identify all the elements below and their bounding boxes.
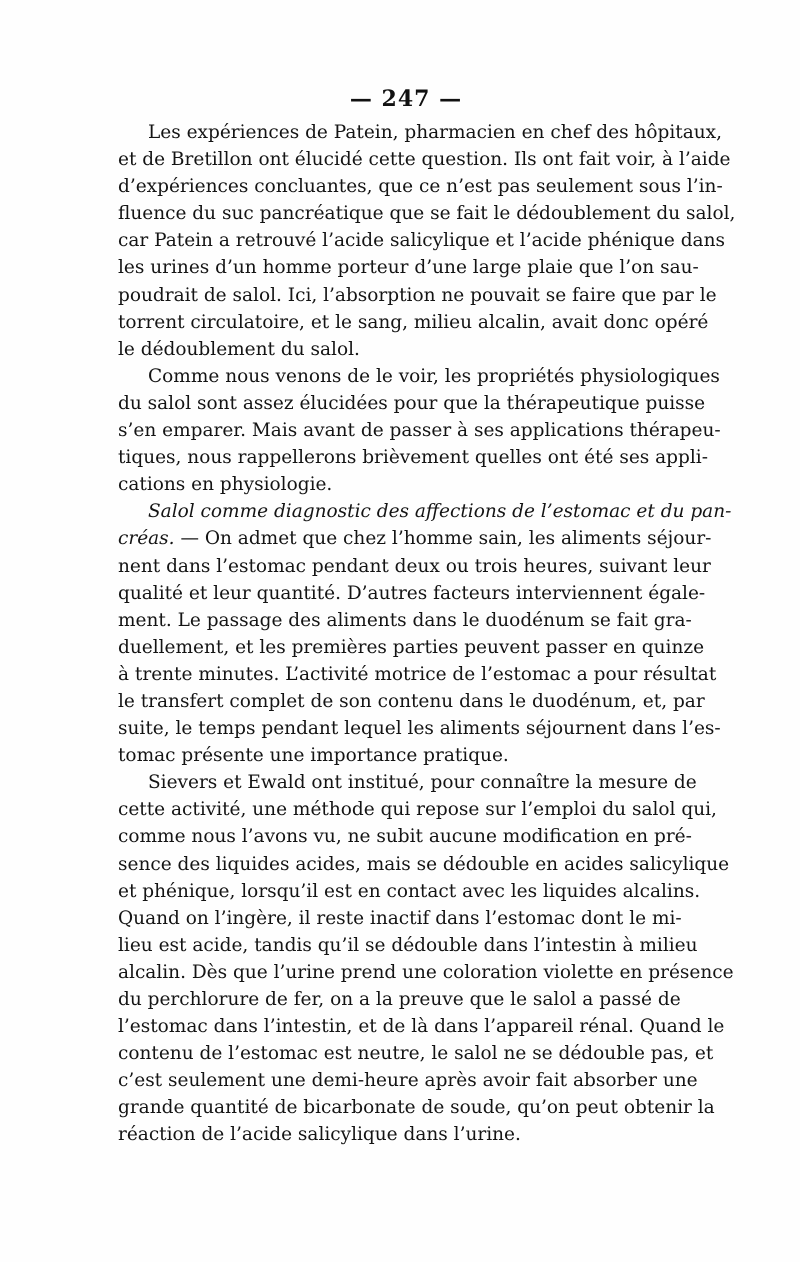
text-line: nent dans l’estomac pendant deux ou trois heures, suivant leur (118, 555, 711, 577)
body-text (118, 119, 736, 1149)
text-line: suite, le temps pendant lequel les aliments séjournent dans l’es- (118, 718, 721, 740)
text-line: l’estomac dans l’intestin, et de là dans l’appareil rénal. Quand le (118, 1016, 725, 1038)
paragraph-4 (118, 769, 734, 1148)
text-line: s’en emparer. Mais avant de passer à ses applications thérapeu- (118, 420, 721, 442)
text-line: duellement, et les premières parties peuvent passer en quinze (118, 636, 705, 658)
text-line: du perchlorure de fer, on a la preuve que le salol a passé de (118, 989, 681, 1010)
text-line: c’est seulement une demi-heure après avoir fait absorber une (118, 1070, 698, 1092)
text-line: torrent circulatoire, et le sang, milieu alcalin, avait donc opéré (118, 311, 709, 333)
paragraph-2 (118, 363, 721, 498)
text-line: car Patein a retrouvé l’acide salicylique et l’acide phénique dans (118, 230, 725, 252)
text-line: qualité et leur quantité. D’autres facteurs interviennent égale- (118, 582, 706, 604)
paragraph-1 (118, 119, 736, 363)
text-line: réaction de l’acide salicylique dans l’urine. (118, 1124, 521, 1146)
text-line: poudrait de salol. Ici, l’absorption ne pouvait se faire que par le (118, 284, 717, 306)
text-line: et de Bretillon ont élucidé cette question. Ils ont fait voir, à l’aide (118, 149, 731, 171)
text-line (118, 525, 712, 552)
text-line: cations en physiologie. (118, 474, 333, 496)
text-line: le dédoublement du salol. (118, 338, 360, 360)
text-line: le transfert complet de son contenu dans le duodénum, et, par (118, 690, 705, 712)
text-line: tiques, nous rappellerons brièvement quelles ont été ses appli- (118, 447, 708, 469)
text-line: Comme nous venons de le voir, les propriétés physiologiques (148, 365, 720, 387)
text-line-segment: — On admet que chez l’homme sain, les aliments séjour- (174, 528, 712, 550)
text-line: d’expériences concluantes, que ce n’est pas seulement sous l’in- (118, 176, 723, 198)
text-line: et phénique, lorsqu’il est en contact avec les liquides alcalins. (118, 880, 701, 902)
text-line: lieu est acide, tandis qu’il se dédouble dans l’intestin à milieu (118, 934, 698, 956)
section-heading: Salol comme diagnostic des affections de l’estomac et du pan- (148, 501, 732, 523)
text-line: comme nous l’avons vu, ne subit aucune modification en pré- (118, 826, 692, 848)
text-line: cette activité, une méthode qui repose sur l’emploi du salol qui, (118, 799, 717, 821)
text-line: Quand on l’ingère, il reste inactif dans l’estomac dont le mi- (118, 907, 682, 929)
text-line: Sievers et Ewald ont institué, pour connaître la mesure de (148, 772, 697, 794)
text-line: contenu de l’estomac est neutre, le salol ne se dédouble pas, et (118, 1043, 714, 1065)
text-line: du salol sont assez élucidées pour que la thérapeutique puisse (118, 392, 706, 414)
text-line: alcalin. Dès que l’urine prend une coloration violette en présence (118, 961, 734, 983)
page-number: — 247 — (349, 86, 463, 112)
text-line: Les expériences de Patein, pharmacien en chef des hôpitaux, (148, 122, 722, 143)
paragraph-3 (118, 498, 732, 769)
text-line: grande quantité de bicarbonate de soude, qu’on peut obtenir la (118, 1097, 715, 1119)
text-line: les urines d’un homme porteur d’une large plaie que l’on sau- (118, 257, 699, 279)
text-line: sence des liquides acides, mais se dédouble en acides salicylique (118, 853, 730, 875)
text-line: fluence du suc pancréatique que se fait le dédoublement du salol, (118, 203, 736, 225)
section-heading-continued: créas. (118, 528, 175, 550)
text-line: ment. Le passage des aliments dans le duodénum se fait gra- (118, 609, 692, 631)
text-line: à trente minutes. L’activité motrice de l’estomac a pour résultat (118, 663, 717, 685)
text-line: tomac présente une importance pratique. (118, 745, 509, 767)
